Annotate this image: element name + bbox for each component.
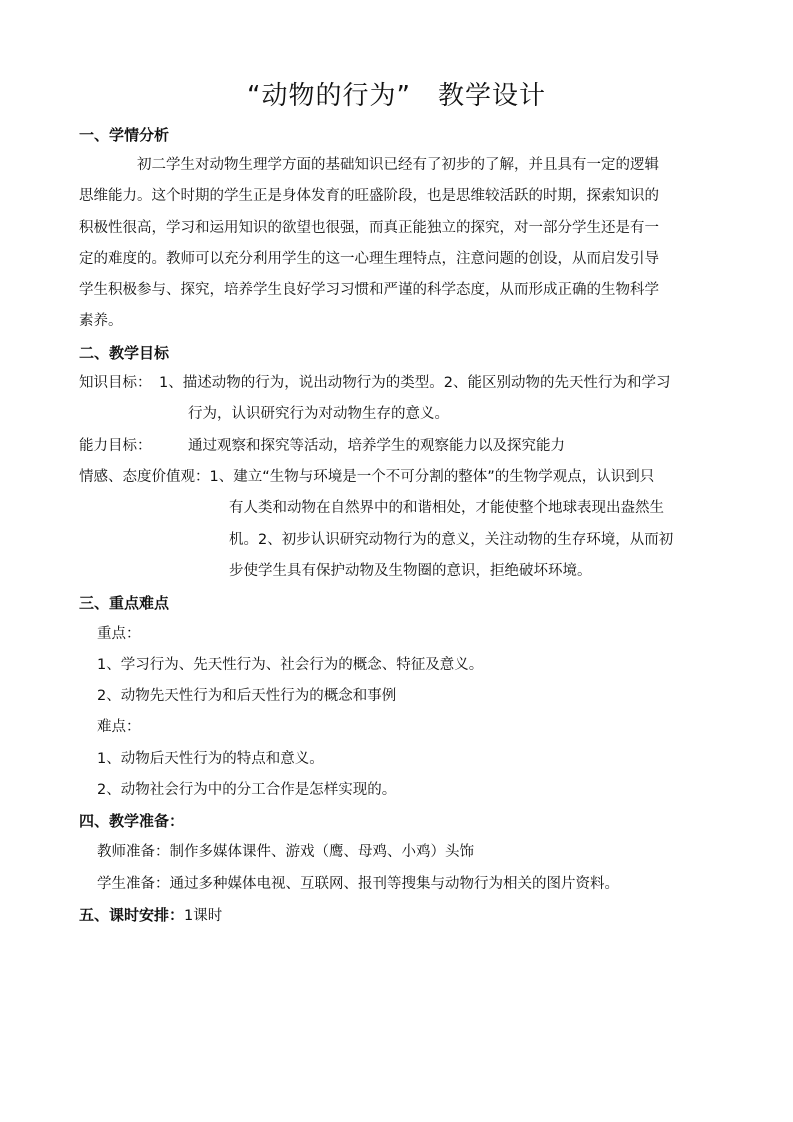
paragraph-line: 初二学生对动物生理学方面的基础知识已经有了初步的了解，并且具有一定的逻辑 xyxy=(137,157,659,173)
page-title: “动物的行为” 教学设计 xyxy=(247,81,546,111)
schedule-row xyxy=(79,905,222,926)
paragraph-line: 思维能力。这个时期的学生正是身体发育的旺盛阶段，也是思维较活跃的时期，探索知识的 xyxy=(79,188,659,204)
paragraph-line: 积极性很高，学习和运用知识的欲望也很强，而真正能独立的探究，对一部分学生还是有一 xyxy=(79,220,659,236)
section-heading-schedule: 五、课时安排： xyxy=(79,906,185,924)
section-heading-key-points: 三、重点难点 xyxy=(79,594,170,612)
list-item: 1、学习行为、先天性行为、社会行为的概念、特征及意义。 xyxy=(97,657,484,673)
ability-goal-text: 通过观察和探究等活动，培养学生的观察能力以及探究能力 xyxy=(188,438,565,454)
student-preparation: 学生准备：通过多种媒体电视、互联网、报刊等搜集与动物行为相关的图片资料。 xyxy=(97,876,619,892)
paragraph-line: 素养。 xyxy=(79,313,123,329)
key-points-label: 重点： xyxy=(97,626,141,642)
emotion-goal-text: 1、建立“生物与环境是一个不可分割的整体”的生物学观点，认识到只 xyxy=(209,469,655,485)
list-item: 2、动物社会行为中的分工合作是怎样实现的。 xyxy=(97,782,397,798)
knowledge-goal-label: 知识目标： xyxy=(79,375,152,391)
ability-goal-label: 能力目标： xyxy=(79,438,152,454)
knowledge-goal-text: 1、描述动物的行为，说出动物行为的类型。2、能区别动物的先天性行为和学习 xyxy=(159,375,671,391)
list-item: 1、动物后天性行为的特点和意义。 xyxy=(97,751,324,767)
emotion-goal-label: 情感、态度价值观： xyxy=(79,469,210,485)
paragraph-line: 学生积极参与、探究，培养学生良好学习习惯和严谨的科学态度，从而形成正确的生物科学 xyxy=(79,282,659,298)
list-item: 2、动物先天性行为和后天性行为的概念和事例 xyxy=(97,688,397,704)
knowledge-goal-row xyxy=(79,373,670,393)
emotion-goal-row xyxy=(79,467,654,487)
schedule-value: 1课时 xyxy=(184,908,223,924)
difficulties-label: 难点： xyxy=(97,719,141,735)
paragraph-line: 定的难度的。教师可以充分利用学生的这一心理生理特点，注意问题的创设，从而启发引导 xyxy=(79,251,659,267)
section-heading-teaching-goals: 二、教学目标 xyxy=(79,344,170,362)
emotion-goal-text: 有人类和动物在自然界中的和谐相处，才能使整个地球表现出盎然生 xyxy=(229,500,664,516)
teacher-preparation: 教师准备：制作多媒体课件、游戏（鹰、母鸡、小鸡）头饰 xyxy=(97,844,474,860)
section-heading-learning-analysis: 一、学情分析 xyxy=(79,126,170,144)
ability-goal-row xyxy=(79,436,565,456)
section-heading-preparation: 四、教学准备： xyxy=(79,812,185,830)
knowledge-goal-text: 行为，认识研究行为对动物生存的意义。 xyxy=(188,406,449,422)
emotion-goal-text: 机。2、初步认识研究动物行为的意义，关注动物的生存环境，从而初 xyxy=(229,532,674,548)
emotion-goal-text: 步使学生具有保护动物及生物圈的意识，拒绝破坏环境。 xyxy=(229,563,592,579)
